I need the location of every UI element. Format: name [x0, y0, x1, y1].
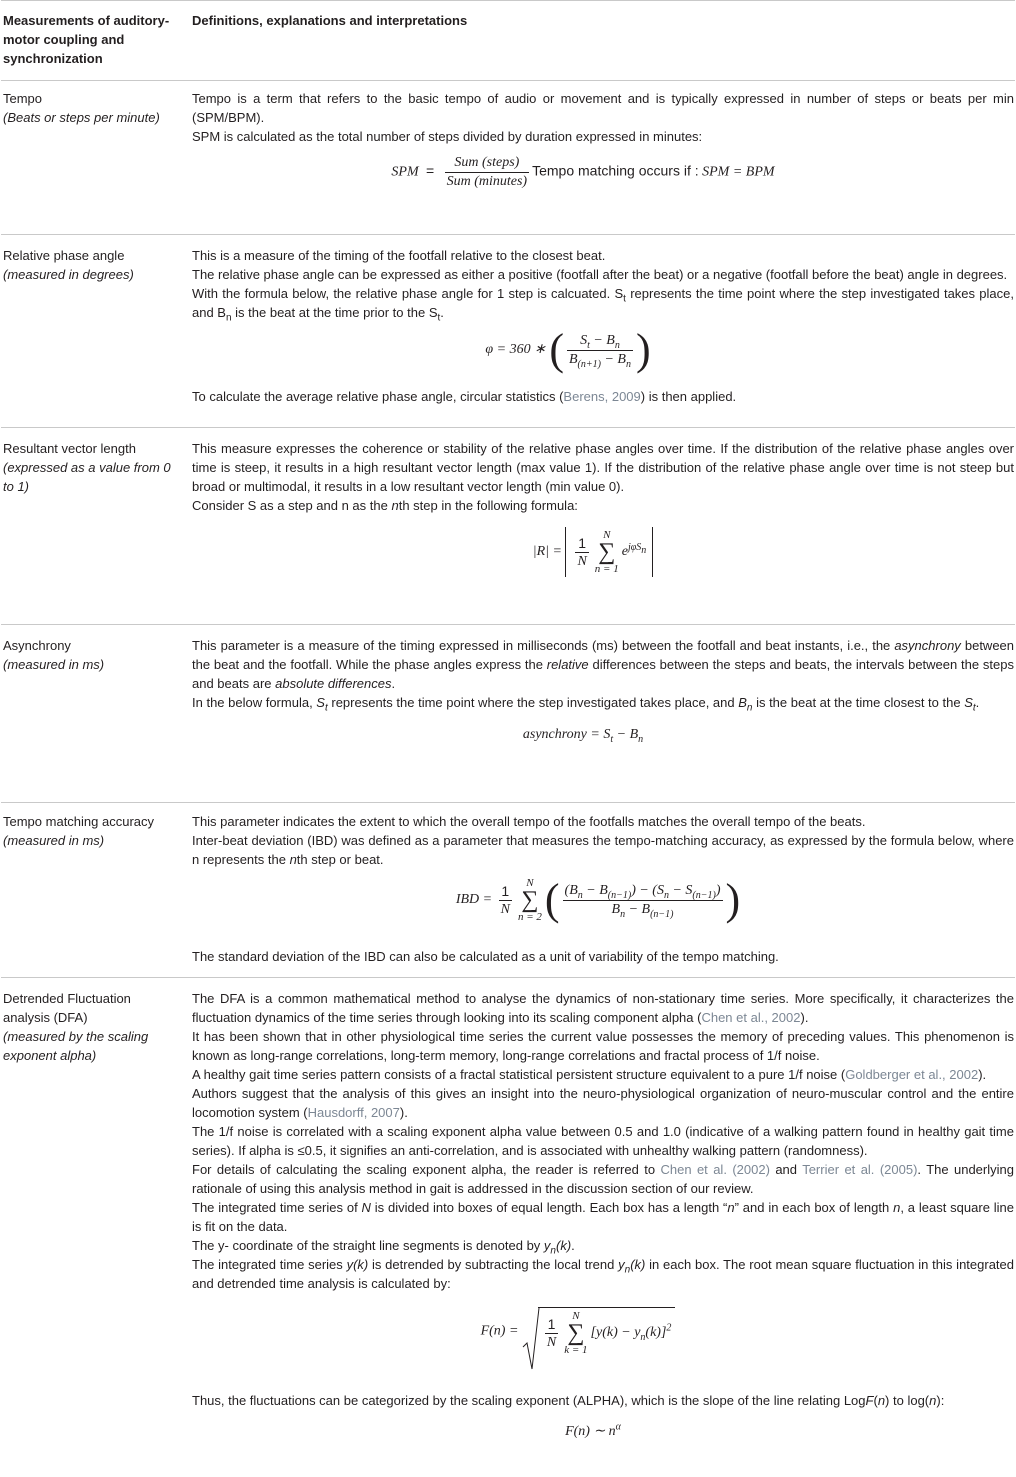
- accuracy-unit: (measured in ms): [3, 833, 105, 848]
- asynchrony-p1: This parameter is a measure of the timing expressed in milliseconds (ms) between the footfall and beat instants, i.e., the asynchrony between the beat and the footfall. While the phase angles express the relative differences between the steps and beats, the intervals between the steps and beats are absolute differences.: [192, 638, 1015, 691]
- asynchrony-name: Asynchrony: [3, 638, 71, 653]
- table-header-row: [1, 1, 1015, 65]
- phase-formula: φ = 360 ∗ ( $\frac{S_t - B_n}{B_{(n+1)} - B_n}$ ): [485, 325, 651, 374]
- accuracy-name: Tempo matching accuracy: [3, 814, 155, 829]
- ref-hausdorff-2007[interactable]: Hausdorff, 2007: [307, 1105, 400, 1120]
- asynchrony-unit: (measured in ms): [3, 657, 105, 672]
- dfa-p8: The y- coordinate of the straight line segments is denoted by $y_n(k)$.: [192, 1238, 575, 1257]
- accuracy-p2: Inter-beat deviation (IBD) was defined as a parameter that measures the tempo-matching accuracy, as expressed by the formula below, where n represents the nth step or beat.: [192, 833, 1014, 867]
- dfa-p10: Thus, the fluctuations can be categorized by the scaling exponent (ALPHA), which is the slope of the line relating LogF(n) to log(n):: [192, 1393, 945, 1408]
- accuracy-p3: The standard deviation of the IBD can also be calculated as a unit of variability of the tempo matching.: [192, 949, 779, 964]
- spm-text: Tempo matching occurs if :: [532, 162, 699, 179]
- dfa-p1: The DFA is a common mathematical method to analyse the dynamics of non-stationary time series. More specifically, it characterizes the fluctuation dynamics of the time series through looking into its scaling component alpha (Chen et al., 2002).: [192, 991, 1014, 1025]
- phase-p3: With the formula below, the relative phase angle for 1 step is calcuated. $S_t$ represents the time point where the step investigated takes place, and $B_n$ is the beat at the time prior to the $S_t$.: [192, 286, 1014, 324]
- dfa-unit: (measured by the scaling exponent alpha): [3, 1029, 149, 1063]
- dfa-p3: A healthy gait time series pattern consists of a fractal statistical persistent structure equivalent to a pure 1/f noise (Goldberger et al., 2002).: [192, 1067, 987, 1082]
- phase-name: Relative phase angle: [3, 248, 125, 263]
- spm-denominator: Sum (minutes): [446, 174, 528, 189]
- ref-terrier-2005[interactable]: Terrier et al. (2005): [802, 1162, 918, 1177]
- vector-unit: (expressed as a value from 0 to 1): [3, 460, 171, 494]
- dfa-p5: The 1/f noise is correlated with a scaling exponent alpha value between 0.5 and 1.0 (indicative of a walking pattern found in healthy gait time series). If alpha is ≤0.5, it signifies an anti-correlation, and is associated with unhealthy walking pattern (randomness).: [192, 1124, 1014, 1158]
- ref-berens[interactable]: Berens, 2009: [563, 389, 641, 404]
- accuracy-formula: IBD = $\frac{1}{N}$ N ∑ n = 2 ( $\frac{(B_n - B_{(n-1)}) - (S_n - S_{(n-1)})}{B_n - B_{(n-1)}}$ ): [455, 875, 741, 924]
- definitions-table: [1, 0, 1015, 1458]
- ref-chen-2002[interactable]: Chen et al., 2002: [701, 1010, 801, 1025]
- vector-lhs: |R| =: [532, 544, 562, 560]
- spm-numerator: Sum (steps): [445, 154, 530, 173]
- dfa-lhs: F(n) =: [480, 1323, 519, 1339]
- dfa-formula: F(n) = $\frac{1}{N}$ N ∑ k = 1 $[y(k) - y_n(k)]^2$: [142, 1307, 1014, 1377]
- dfa-p7: The integrated time series of N is divided into boxes of equal length. Each box has a length “n” and in each box of length n, a least square line is fit on the data.: [192, 1200, 1014, 1234]
- tempo-p2: SPM is calculated as the total number of steps divided by duration expressed in minutes:: [192, 129, 703, 144]
- spm-lhs: SPM: [391, 164, 419, 180]
- ref-goldberger-2002[interactable]: Goldberger et al., 2002: [845, 1067, 979, 1082]
- asynchrony-p2: In the below formula, $S_t$ represents the time point where the step investigated takes place, and $B_n$ is the beat at the time closest to the $S_t$.: [192, 695, 980, 714]
- vector-name: Resultant vector length: [3, 441, 136, 456]
- dfa-p9: The integrated time series y(k) is detrended by subtracting the local trend $y_n(k)$ in each box. The root mean square fluctuation in this integrated and detrended time analysis is calculated by:: [192, 1257, 1015, 1291]
- spm-condition: SPM = BPM: [702, 164, 775, 180]
- tempo-name: Tempo: [3, 91, 43, 106]
- vector-formula: |R| = $\frac{1}{N}$ N ∑ n = 1 $e^{j\varphi S_n}$: [172, 527, 1014, 577]
- spm-formula: SPM = $\frac{\text{Sum (steps)}}{\text{Sum (minutes)}}$ Tempo matching occurs if : SPM = BPM: [391, 155, 775, 189]
- row-resultant-vector: [1, 428, 1015, 624]
- phase-p1: This is a measure of the timing of the footfall relative to the closest beat.: [192, 248, 606, 263]
- row-tempo-accuracy: [1, 803, 1015, 977]
- dfa-p6: For details of calculating the scaling exponent alpha, the reader is referred to Chen et al. (2002) and Terrier et al. (2005). The underlying rationale of using this analysis method in gait is addressed in the discussion section of our review.: [192, 1162, 1014, 1196]
- dfa-p4: Authors suggest that the analysis of this gives an insight into the neuro-physiological organization of neuro-muscular control and the entire locomotion system (Hausdorff, 2007).: [192, 1086, 1014, 1120]
- dfa-power-law: F(n) ∼ $n^\alpha$: [565, 1421, 621, 1439]
- header-col-measurements: Measurements of auditory-motor coupling and synchronization: [3, 13, 170, 66]
- vector-p2: Consider S as a step and n as the nth step in the following formula:: [192, 498, 578, 513]
- header-col-definitions: Definitions, explanations and interpretations: [192, 13, 468, 28]
- ref-chen-2002b[interactable]: Chen et al. (2002): [660, 1162, 770, 1177]
- asynchrony-formula: asynchrony = $S_t - B_n$: [522, 727, 644, 745]
- phase-p2: The relative phase angle can be expressed as either a positive (footfall after the beat) or a negative (footfall before the beat) angle in degrees.: [192, 267, 1008, 282]
- row-relative-phase: [1, 235, 1015, 427]
- phase-lhs: φ = 360 ∗: [485, 342, 546, 358]
- row-tempo: [1, 81, 1015, 234]
- tempo-unit: (Beats or steps per minute): [3, 110, 160, 125]
- tempo-p1: Tempo is a term that refers to the basic tempo of audio or movement and is typically expressed in number of steps or beats per min (SPM/BPM).: [192, 91, 1014, 125]
- accuracy-lhs: IBD =: [455, 892, 493, 908]
- row-dfa: [1, 978, 1015, 1458]
- phase-unit: (measured in degrees): [3, 267, 134, 282]
- accuracy-p1: This parameter indicates the extent to which the overall tempo of the footfalls matches the overall tempo of the beats.: [192, 814, 866, 829]
- dfa-p2: It has been shown that in other physiological time series the current value possesses the memory of preceding values. This phenomenon is known as long-range correlations, long-term memory, long-range correlations and fractal process of 1/f noise.: [192, 1029, 1014, 1063]
- dfa-name: Detrended Fluctuation analysis (DFA): [3, 991, 131, 1025]
- vector-p1: This measure expresses the coherence or stability of the relative phase angles over time. If the distribution of the relative phase angles over time is steep, it results in a high resultant vector length (max value 1). If the distribution of the relative phase angle over time is not steep but broad or multimodal, it results in a low resultant vector length (min value 0).: [192, 441, 1014, 494]
- row-asynchrony: [1, 625, 1015, 802]
- phase-p4: To calculate the average relative phase angle, circular statistics (Berens, 2009) is then applied.: [192, 389, 737, 404]
